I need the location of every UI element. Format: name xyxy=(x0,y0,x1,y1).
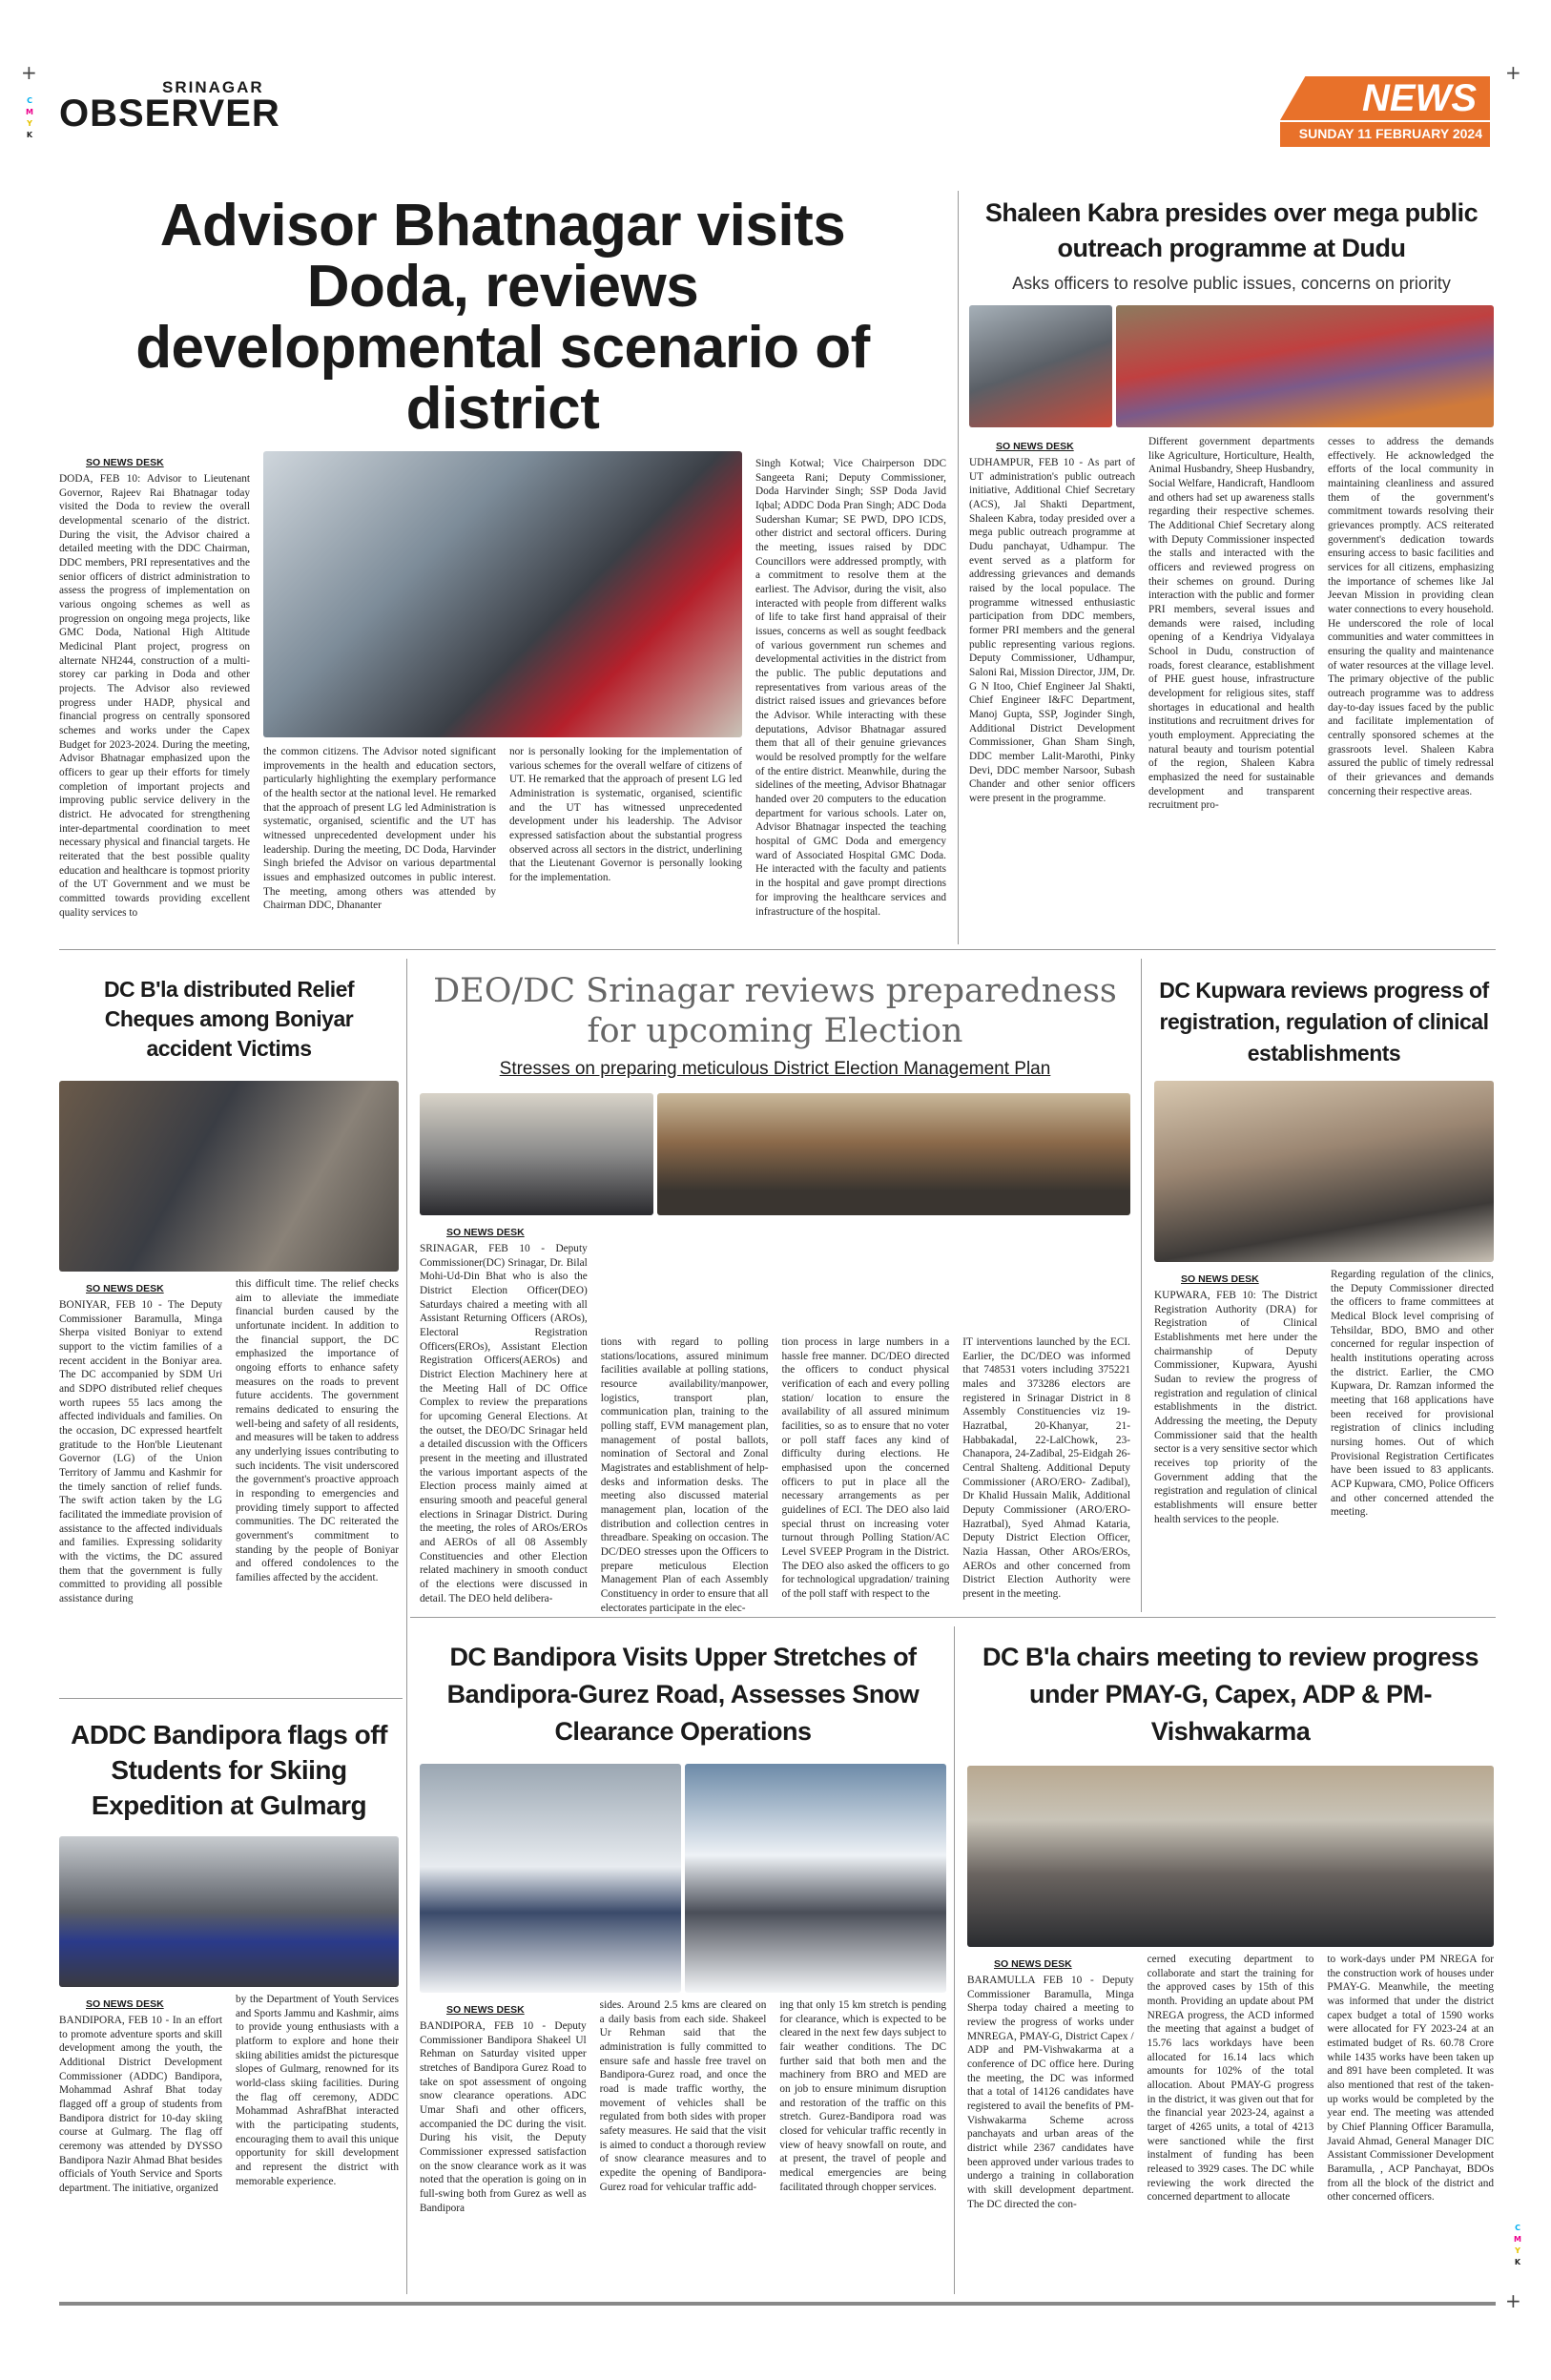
photo-snow-road-2 xyxy=(685,1764,946,1993)
article-headline: DC Bandipora Visits Upper Stretches of Bandipora-Gurez Road, Assesses Snow Clearance Operations xyxy=(446,1643,920,1746)
article-text: BANDIPORA, FEB 10 - In an effort to promote adventure sports and skill development among the youth, the Additional District Development Commissioner (ADDC) Bandipora, Mohammad Ashraf Bhat today flagged off a group of students from Bandipora district for 10-day skiing course at Gulmarg. The flag off ceremony was attended by DYSSO Bandipora Nazir Ahmad Bhat besides officials of Youth Service and Sports department. The initiative, organized xyxy=(59,2015,222,2195)
byline: SO NEWS DESK xyxy=(994,1958,1072,1970)
article-text: IT interventions launched by the ECI. Earlier, the DC/DEO was informed that 748531 voters including 375221 males and 373286 electors are registered in Srinagar District in 8 Assembly Constituencies viz 19-Hazratbal, 20-Khanyar, 21-Habbakadal, 22-LalChowk, 23-Chanapora, 24-Zadibal, 25-Eidgah 26-Central Shalteng. Additional Deputy Commissioner (ARO/ERO- Zadibal), Dr Khalid Hussain Malik, Additional Deputy Commissioner (ARO/ERO-Hazratbal), Syed Ahmad Kataria, Deputy District Election Officer, Nazia Hassan, Other AROs/EROs, AEROs and other concerned from District Election Authority were present in the meeting. xyxy=(962,1336,1130,1601)
article-text: Singh Kotwal; Vice Chairperson DDC Sangeeta Rani; Deputy Commissioner, Doda Harvinder Singh; SSP Doda Javid Iqbal; ADDC Doda Pran Singh; ADC Doda Sudershan Kumar; SE PWD, DPO ICDS, other district and sectoral officers. During the meeting, issues raised by DDC Councillors were addressed promptly, with a commitment to resolve them at the earliest. The Advisor, during the visit, also interacted with people from different walks of life to take first hand appraisal of their issues, concerns as well as sought feedback of various government run schemes and developmental activities in the district from the public. The public deputations and representatives from various areas of the district raised issues and grievances before the Advisor. While interacting with these deputations, Advisor Bhatnagar assured them that all of their genuine grievances would be resolved promptly for the welfare of the entire district. Meanwhile, during the sidelines of the meeting, Advisor Bhatnagar handed over 20 computers to the education department for various schools. Later on, Advisor Bhatnagar inspected the teaching hospital of GMC Doda and emergency ward of Associated Hospital GMC Doda. He interacted with the faculty and patients in the hospital and gave prompt directions for improving the healthcare services and infrastructure of the hospital. xyxy=(755,458,946,918)
article-text: by the Department of Youth Services and Sports Jammu and Kashmir, aims to provide young enthusiasts with a platform to explore and hone their skiing abilities amidst the picturesque slopes of Gulmarg, renowned for its world-class skiing facilities. During the flag off ceremony, ADDC Mohammad AshrafBhat interacted with the participating students, encouraging them to avail this unique opportunity for skill development and represent the district with memorable experience. xyxy=(236,1994,399,2187)
article-kupwara-clinical xyxy=(1154,975,1494,1584)
photo-outreach-speaker xyxy=(969,305,1112,427)
divider xyxy=(59,2302,1496,2306)
article-text: UDHAMPUR, FEB 10 - As part of UT administration's public outreach initiative, Additional Chief Secretary (ACS), Jal Shakti Department, Shaleen Kabra, today presided over a mega public outreach programme at Dudu panchayat, Udhampur. The event served as a platform for addressing grievances and demands raised by the local populace. The programme witnessed enthusiastic participation from DDC members, former PRI members and the general public representing various regions. Deputy Commissioner, Udhampur, Saloni Rai, Mission Director, JJM, Dr. G N Itoo, Chief Engineer Jal Shakti, Chief Engineer I&FC Department, Manoj Gupta, SSP, Joginder Singh, Additional District Development Commissioner, Ghan Sham Singh, DDC member Lalit-Marothi, Pinky Devi, DDC member Narsoor, Subash Chander and other senior officers were present in the programme. xyxy=(969,457,1135,805)
article-headline: Advisor Bhatnagar visits Doda, reviews developmental scenario of district xyxy=(135,193,870,442)
article-headline: DC B'la chairs meeting to review progress under PMAY-G, Capex, ADP & PM-Vishwakarma xyxy=(982,1643,1479,1746)
article-text: tions with regard to polling stations/locations, assured minimum facilities available at polling stations, resource availability/manpower, logistics, transport plan, communication plan, training to the polling staff, EVM management plan, management of postal ballots, nomination of Sectoral and Zonal Magistrates and establishment of help-desks and information desks. The meeting also discussed material management plan, location of the distribution and collection centres in threadbare. Speaking on occasion. The DC/DEO stresses upon the Officers to prepare meticulous Election Management Plan of each Assembly Constituency in order to ensure that all electorates participate in the elec- xyxy=(600,1336,769,1614)
photo-relief-cheques xyxy=(59,1081,399,1272)
registration-mark: + xyxy=(1505,61,1521,84)
article-text: Regarding regulation of the clinics, the Deputy Commissioner directed the officers to frame committees at Medical Block level comprising of Tehsildar, BDO, BMO and other concerned for regular inspection of health institutions operating across the district. Earlier, the CMO Kupwara, Dr. Ramzan informed the meeting that 168 applications have been received for provisional registration of clinics including nursing homes. Out of which Provisional Registration Certificates have been issued to 83 applicants. ACP Kupwara, CMO, Police Officers and other concerned attended the meeting. xyxy=(1331,1269,1494,1519)
article-text: KUPWARA, FEB 10: The District Registration Authority (DRA) for Registration of Clinical Establishments met here under the chairmanship of Deputy Commissioner, Kupwara, Ayushi Sudan to review the progress of registration and regulation of clinical establishments in the district. Addressing the meeting, the Deputy Commissioner said that the health sector is a very sensitive sector which receives top priority of the Government adding that the registration and regulation of clinical establishments will ensure better health services to the people. xyxy=(1154,1290,1317,1525)
byline: SO NEWS DESK xyxy=(1181,1273,1259,1285)
photo-advisor-hospital xyxy=(263,451,742,737)
divider xyxy=(1141,959,1142,1612)
article-subhead: Asks officers to resolve public issues, concerns on priority xyxy=(1012,274,1451,293)
article-text: cerned executing department to collaborate and start the training for the approved cases by 15th of this month. Providing an update about PM NREGA progress, the ACD informed the meeting that against a budget of 15.76 lacs workdays have been allocated for 16.14 lacs which amounts for 102% of the total allocation. About PMAY-G progress in the district, it was given out that for the financial year 2023-24, against a target of 4265 units, a total of 4213 were sanctioned while the first instalment of funding has been released to 3929 cases. The DC while reviewing the work directed the concerned department to allocate xyxy=(1147,1954,1314,2204)
article-headline: ADDC Bandipora flags off Students for Skiing Expedition at Gulmarg xyxy=(71,1720,387,1820)
article-text: to work-days under PM NREGA for the construction work of houses under PMAY-G. Meanwhile, the meeting was informed that under the district capex budget a total of 1590 works were allocated for FY 2023-24 at an estimated budget of Rs. 60.78 Crore while 1435 works have been taken up and 891 have been completed. It was also mentioned that rest of the taken-up works would be completed by the year end. The meeting was attended by Chief Planning Officer Baramulla, Javaid Ahmad, General Manager DIC Assistant Commissioner Development Baramulla, , ACP Panchayat, BDOs from all the block of the district and other concerned officers. xyxy=(1327,1954,1495,2204)
article-skiing-expedition xyxy=(59,1717,399,2243)
article-gurez-road xyxy=(420,1639,946,2258)
photo-snow-road-1 xyxy=(420,1764,681,1993)
article-advisor-doda xyxy=(59,193,946,996)
color-bar: C M Y K xyxy=(1514,2224,1521,2266)
article-text: the common citizens. The Advisor noted significant improvements in the health and education sectors, particularly highlighting the exemplary performance of the health sector at the national level. He remarked that the approach of present LG led Administration is systematic, organised, scientific and the UT has witnessed unprecedented development under his leadership. During the meeting, DC Doda, Harvinder Singh briefed the Advisor on various departmental issues and emphasized outcomes in public interest. The meeting, among others was attended by Chairman DDC, Dhananter xyxy=(263,746,496,912)
masthead-title: OBSERVER xyxy=(59,93,280,135)
photo-outreach-crowd xyxy=(1116,305,1494,427)
photo-election-meeting xyxy=(420,1093,653,1215)
article-text: BONIYAR, FEB 10 - The Deputy Commissioner Baramulla, Minga Sherpa visited Boniyar to extend support to the victim families of a recent accident in the Boniyar area. The DC accompanied by SDM Uri and SDPO distributed relief cheques worth rupees 55 lacs among the affected individuals and families. On the occasion, DC expressed heartfelt gratitude to the Hon'ble Lieutenant Governor (LG) of the Union Territory of Jammu and Kashmir for the timely sanction of relief funds. The swift action taken by the LG facilitated the immediate provision of assistance to the affected individuals and families. Expressing solidarity with the victims, the DC assured them that the government is fully committed to providing all possible assistance during xyxy=(59,1299,222,1605)
registration-mark: + xyxy=(21,61,37,84)
photo-election-hall xyxy=(657,1093,1130,1215)
article-headline: DEO/DC Srinagar reviews preparedness for upcoming Election xyxy=(433,972,1117,1050)
article-pmay-review xyxy=(967,1639,1494,2260)
article-text: this difficult time. The relief checks aim to alleviate the immediate financial burden caused by the unfortunate incident. In addition to the financial support, the DC emphasized the importance of ongoing efforts to enhance safety measures on the roads to prevent future accidents. The government remains dedicated to ensuring the well-being and safety of all residents, and measures will be taken to address any underlying issues contributing to such incidents. The visit underscored the government's proactive approach in responding to emergencies and providing timely support to affected communities. The DC reiterated the government's commitment to standing by the people of Boniyar and offered condolences to the families affected by the accident. xyxy=(236,1278,399,1584)
article-headline: Shaleen Kabra presides over mega public outreach programme at Dudu xyxy=(984,198,1479,262)
section-title: NEWS xyxy=(1362,77,1477,119)
photo-kupwara-meeting xyxy=(1154,1081,1494,1262)
byline: SO NEWS DESK xyxy=(996,441,1074,452)
article-headline: DC Kupwara reviews progress of registration, regulation of clinical establishments xyxy=(1159,978,1489,1066)
article-text: BARAMULLA FEB 10 - Deputy Commissioner Baramulla, Minga Sherpa today chaired a meeting to review the progress of works under MNREGA, PMAY-G, District Capex / ADP and PM-Vishwakarma at a conference of DC office here. During the meeting, the DC was informed that a total of 14126 candidates have registered to avail the benefits of PM- Vishwakarma Scheme across panchayats and urban areas of the district while 2367 candidates have been approved under various trades to undergo a training in collaboration with skill development department. The DC directed the con- xyxy=(967,1975,1134,2210)
byline: SO NEWS DESK xyxy=(86,1283,164,1294)
article-text: tion process in large numbers in a hassle free manner. DC/DEO directed the officers to conduct physical verification of each and every polling station/ location to ensure the availability of all assured minimum facilities, so as to ensure that no voter or poll staff faces any kind of difficulty during elections. He emphasised upon the concerned officers to put in place all the necessary arrangements as per guidelines of ECI. The DEO also laid special thrust on increasing voter turnout through Polling Station/AC Level SVEEP Program in the District. The DEO also asked the officers to go for technological upgradation/ training of the poll staff with respect to the xyxy=(781,1336,950,1601)
section-flag xyxy=(1280,76,1490,153)
article-text: BANDIPORA, FEB 10 - Deputy Commissioner Bandipora Shakeel Ul Rehman on Saturday visited upper stretches of Bandipora Gurez Road to take on spot assessment of ongoing snow clearance operations. ADC Umar Shafi and other officers, accompanied the DC during the visit. During his visit, the Deputy Commissioner expressed satisfaction on the snow clearance work as it was noted that the operation is going on in full-swing both from Gurez as well as Bandipora xyxy=(420,2020,587,2214)
article-text: cesses to address the demands effectively. He acknowledged the efforts of the local community in maintaining cleanliness and assured them of the government's commitment towards resolving their grievances promptly. ACS reiterated government's dedication towards ensuring access to basic facilities and services for all citizens, emphasizing the importance of schemes like Jal Jeevan Mission in providing clean water connections to every household. He underscored the role of local communities and water committees in ensuring the quality and maintenance of water resources at the village level. The primary objective of the public outreach programme was to address day-to-day issues faced by the public and facilitate implementation of centrally sponsored schemes at the grassroots level. Shaleen Kabra assured the public of timely redressal of their grievances and demands concerning their respective areas. xyxy=(1328,436,1494,797)
issue-date: SUNDAY 11 FEBRUARY 2024 xyxy=(1298,126,1482,141)
divider xyxy=(59,1698,403,1699)
color-bar: C M Y K xyxy=(26,96,33,139)
article-shaleen-kabra xyxy=(969,196,1494,923)
masthead xyxy=(59,78,280,135)
article-text: nor is personally looking for the implementation of various schemes for the overall welfare of citizens of UT. He remarked that the approach of present LG led Administration is systematic, organised, scientific and the UT has witnessed unprecedented development under his leadership. The Advisor expressed satisfaction about the substantial progress observed across all sectors in the district, underlining that the Lieutenant Governor is personally looking for the implementation. xyxy=(509,746,742,884)
article-text: DODA, FEB 10: Advisor to Lieutenant Governor, Rajeev Rai Bhatnagar today visited the Doda to review the overall developmental scenario of the district. During the visit, the Advisor chaired a detailed meeting with the DDC Chairman, DDC members, PRI representatives and the senior officers of district administration to assess the progress of implementation on various ongoing schemes as well as progression on ongoing mega projects, like GMC Doda, National High Altitude Medicinal Plant project, progress on alternate NH244, construction of a multi-storey car parking in Doda and other projects. The Advisor also reviewed progress under HADP, physical and financial progress on centrally sponsored schemes and works under the Capex Budget for 2023-2024. During the meeting, Advisor Bhatnagar emphasized upon the officers to gear up their efforts for timely completion of important projects and improving public service delivery in the district. He advocated for strengthening inter-departmental coordination to meet necessary physical and financial targets. He reiterated that the best possible quality education and healthcare is topmost priority of the UT Government and we must be committed towards providing excellent quality services to xyxy=(59,473,250,919)
byline: SO NEWS DESK xyxy=(446,1227,525,1238)
article-text: Different government departments like Agriculture, Horticulture, Health, Animal Husbandry, Sheep Husbandry, Social Welfare, Handicraft, Handloom and others had set up awareness stalls regarding their respective schemes. The Additional Chief Secretary along with Deputy Commissioner inspected the stalls and interacted with the officers and reviewed progress on their schemes on ground. During interaction with the public and former PRI members, several issues and demands were raised, including opening of a Kendriya Vidyalaya School in Dudu, construction of roads, forest clearance, establishment of PHE guest house, infrastructure development for religious sites, staff shortages in educational and health institutions and recruitment drives for youth employment. Appreciating the natural beauty and tourism potential of the region, Shaleen Kabra emphasized the need for sustainable development and transparent recruitment pro- xyxy=(1148,436,1314,812)
article-text: ing that only 15 km stretch is pending for clearance, which is expected to be cleared in the next few days subject to fair weather conditions. The DC further said that both men and the machinery from BRO and MED are on job to ensure minimum disruption and restoration of the traffic on this stretch. Gurez-Bandipora road was closed for vehicular traffic recently in view of heavy snowfall on route, and at present, the travel of people and medical emergencies are being facilitated through chopper services. xyxy=(779,1999,947,2193)
article-text: sides. Around 2.5 kms are cleared on a daily basis from each side. Shakeel Ur Rehman said that the administration is fully committed to ensure safe and hassle free travel on Bandipora-Gurez road, and once the road is made traffic worthy, the movement of vehicles shall be regulated from both sides with proper safety measures. He said that the visit is aimed to conduct a thorough review of snow clearance measures and to expedite the opening of Bandipora-Gurez road for vehicular traffic add- xyxy=(599,1999,767,2193)
byline: SO NEWS DESK xyxy=(86,457,164,468)
masthead-top: SRINAGAR xyxy=(162,78,264,96)
article-headline: DC B'la distributed Relief Cheques among Boniyar accident Victims xyxy=(103,977,355,1061)
registration-mark: + xyxy=(1505,2289,1521,2312)
article-subhead: Stresses on preparing meticulous District Election Management Plan xyxy=(499,1059,1051,1079)
byline: SO NEWS DESK xyxy=(86,1998,164,2010)
byline: SO NEWS DESK xyxy=(446,2004,525,2016)
divider xyxy=(406,959,407,2294)
photo-students-flagoff xyxy=(59,1836,399,1987)
article-text: SRINAGAR, FEB 10 - Deputy Commissioner(DC) Srinagar, Dr. Bilal Mohi-Ud-Din Bhat who is also the District Election Officer(DEO) Saturdays chaired a meeting with all Assistant Returning Officers (AROs), Electoral Registration Officers(EROs), Assistant Election Registration Officers(AEROs) and District Election Machinery here at the Meeting Hall of DC Office Complex to review the preparations for upcoming General Elections. At the outset, the DEO/DC Srinagar held a detailed discussion with the Officers present in the meeting and illustrated the various important aspects of the Election process mainly aimed at ensuring smooth and peaceful general elections in Srinagar District. During the meeting, the roles of AROs/EROs and AEROs of all 08 Assembly Constituencies and other Election related machinery in smooth conduct of the elections were discussed in detail. The DEO held delibera- xyxy=(420,1243,588,1604)
photo-baramulla-meeting xyxy=(967,1766,1494,1947)
divider xyxy=(958,191,959,944)
article-boniyar-relief xyxy=(59,975,399,1675)
